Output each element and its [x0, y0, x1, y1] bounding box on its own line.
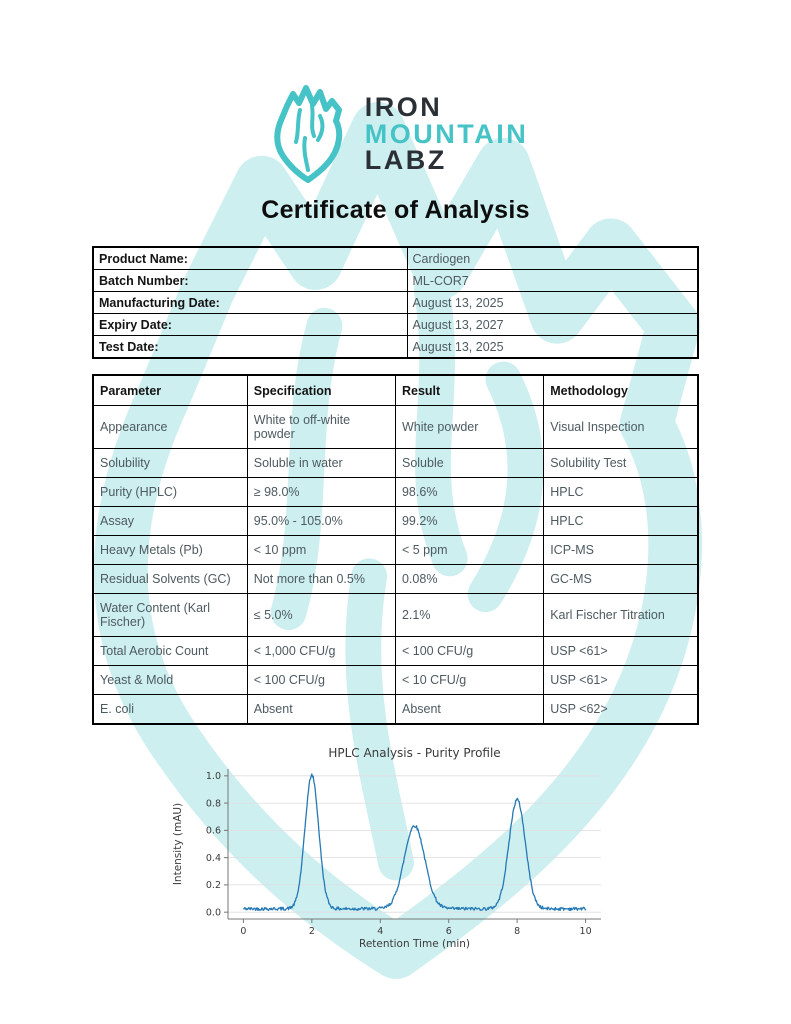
spec-table-cell: Water Content (Karl Fischer) — [93, 594, 247, 637]
spec-table-cell: < 100 CFU/g — [247, 666, 395, 695]
spec-table-cell: 98.6% — [395, 478, 543, 507]
spec-table-cell: 95.0% - 105.0% — [247, 507, 395, 536]
spec-table-cell: Soluble in water — [247, 449, 395, 478]
page-title: Certificate of Analysis — [261, 196, 530, 224]
spec-table-cell: Purity (HPLC) — [93, 478, 247, 507]
spec-header-row — [93, 375, 698, 406]
product-info-value: August 13, 2025 — [407, 336, 698, 359]
spec-table-cell: 2.1% — [395, 594, 543, 637]
spec-table-cell: Absent — [395, 695, 543, 725]
product-info-row — [93, 270, 698, 292]
spec-table-cell: Total Aerobic Count — [93, 637, 247, 666]
spec-table-row — [93, 565, 698, 594]
spec-table-cell: Appearance — [93, 406, 247, 449]
spec-table-cell: Solubility — [93, 449, 247, 478]
product-info-row — [93, 292, 698, 314]
spec-table-row — [93, 536, 698, 565]
chromatogram-trace — [243, 774, 585, 910]
product-info-label: Batch Number: — [93, 270, 407, 292]
hplc-chart — [166, 741, 626, 956]
brand-wordmark — [364, 92, 529, 176]
chart-text: 0.6 — [205, 825, 221, 837]
spec-table-cell: White powder — [395, 406, 543, 449]
spec-table-cell: Visual Inspection — [544, 406, 698, 449]
spec-table-cell: < 1,000 CFU/g — [247, 637, 395, 666]
spec-table-cell: Yeast & Mold — [93, 666, 247, 695]
spec-table-cell: Solubility Test — [544, 449, 698, 478]
product-info-label: Manufacturing Date: — [93, 292, 407, 314]
product-info-value: August 13, 2027 — [407, 314, 698, 336]
spec-table-cell: < 10 ppm — [247, 536, 395, 565]
chart-text: 6 — [445, 926, 452, 937]
spec-table-cell: 0.08% — [395, 565, 543, 594]
brand-name-line3: LABZ — [364, 145, 447, 176]
spec-table-cell: 99.2% — [395, 507, 543, 536]
brand-name-line2: MOUNTAIN — [364, 118, 529, 149]
spec-table-cell: HPLC — [544, 507, 698, 536]
product-info-value: ML-COR7 — [407, 270, 698, 292]
chart-text: 4 — [376, 926, 383, 937]
spec-table-cell: White to off-white powder — [247, 406, 395, 449]
brand-header — [0, 0, 791, 184]
chart-text: 2 — [308, 926, 315, 937]
chart-text: 0.2 — [205, 880, 221, 892]
brand-logo-icon — [263, 84, 353, 184]
spec-table-cell: < 10 CFU/g — [395, 666, 543, 695]
spec-table-row — [93, 507, 698, 536]
product-info-label: Test Date: — [93, 336, 407, 359]
product-info-value: Cardiogen — [407, 247, 698, 270]
spec-table-row — [93, 594, 698, 637]
spec-table-row — [93, 478, 698, 507]
spec-table-cell: ICP-MS — [544, 536, 698, 565]
spec-table-row — [93, 666, 698, 695]
spec-table-cell: Assay — [93, 507, 247, 536]
product-info-value: August 13, 2025 — [407, 292, 698, 314]
chart-text: HPLC Analysis - Purity Profile — [327, 746, 501, 760]
product-info-label: Product Name: — [93, 247, 407, 270]
spec-table-cell: HPLC — [544, 478, 698, 507]
spec-table-cell: USP <61> — [544, 666, 698, 695]
chart-text: 10 — [579, 926, 592, 937]
spec-table-cell: E. coli — [93, 695, 247, 725]
spec-table-cell: < 100 CFU/g — [395, 637, 543, 666]
chart-text: Retention Time (min) — [358, 938, 470, 950]
y-axis-label: Intensity (mAU) — [171, 802, 184, 886]
product-info-table — [92, 246, 699, 359]
spec-table-row — [93, 637, 698, 666]
product-info-row — [93, 247, 698, 270]
chart-text: 0.8 — [205, 798, 221, 810]
brand-name-line1: IRON — [364, 92, 443, 123]
chart-text: 1.0 — [205, 771, 221, 783]
spec-column-header: Specification — [247, 375, 395, 406]
spec-table-cell: Heavy Metals (Pb) — [93, 536, 247, 565]
chart-text: 0.4 — [205, 852, 221, 864]
spec-table-cell: Not more than 0.5% — [247, 565, 395, 594]
spec-results-table — [92, 374, 699, 725]
spec-table-cell: Karl Fischer Titration — [544, 594, 698, 637]
spec-column-header: Parameter — [93, 375, 247, 406]
spec-table-cell: USP <61> — [544, 637, 698, 666]
spec-table-cell: ≤ 5.0% — [247, 594, 395, 637]
spec-table-cell: ≥ 98.0% — [247, 478, 395, 507]
spec-table-row — [93, 449, 698, 478]
chart-text: 0 — [239, 926, 246, 937]
hplc-chromatogram-plot — [166, 741, 626, 956]
spec-table-cell: Soluble — [395, 449, 543, 478]
spec-table-cell: Absent — [247, 695, 395, 725]
spec-table-cell: GC-MS — [544, 565, 698, 594]
spec-table-cell: USP <62> — [544, 695, 698, 725]
spec-table-row — [93, 406, 698, 449]
spec-table-cell: Residual Solvents (GC) — [93, 565, 247, 594]
spec-column-header: Result — [395, 375, 543, 406]
product-info-row — [93, 336, 698, 359]
chart-text: 8 — [513, 926, 520, 937]
spec-column-header: Methodology — [544, 375, 698, 406]
product-info-label: Expiry Date: — [93, 314, 407, 336]
product-info-row — [93, 314, 698, 336]
spec-table-cell: < 5 ppm — [395, 536, 543, 565]
spec-table-row — [93, 695, 698, 725]
chart-text: 0.0 — [205, 907, 221, 919]
